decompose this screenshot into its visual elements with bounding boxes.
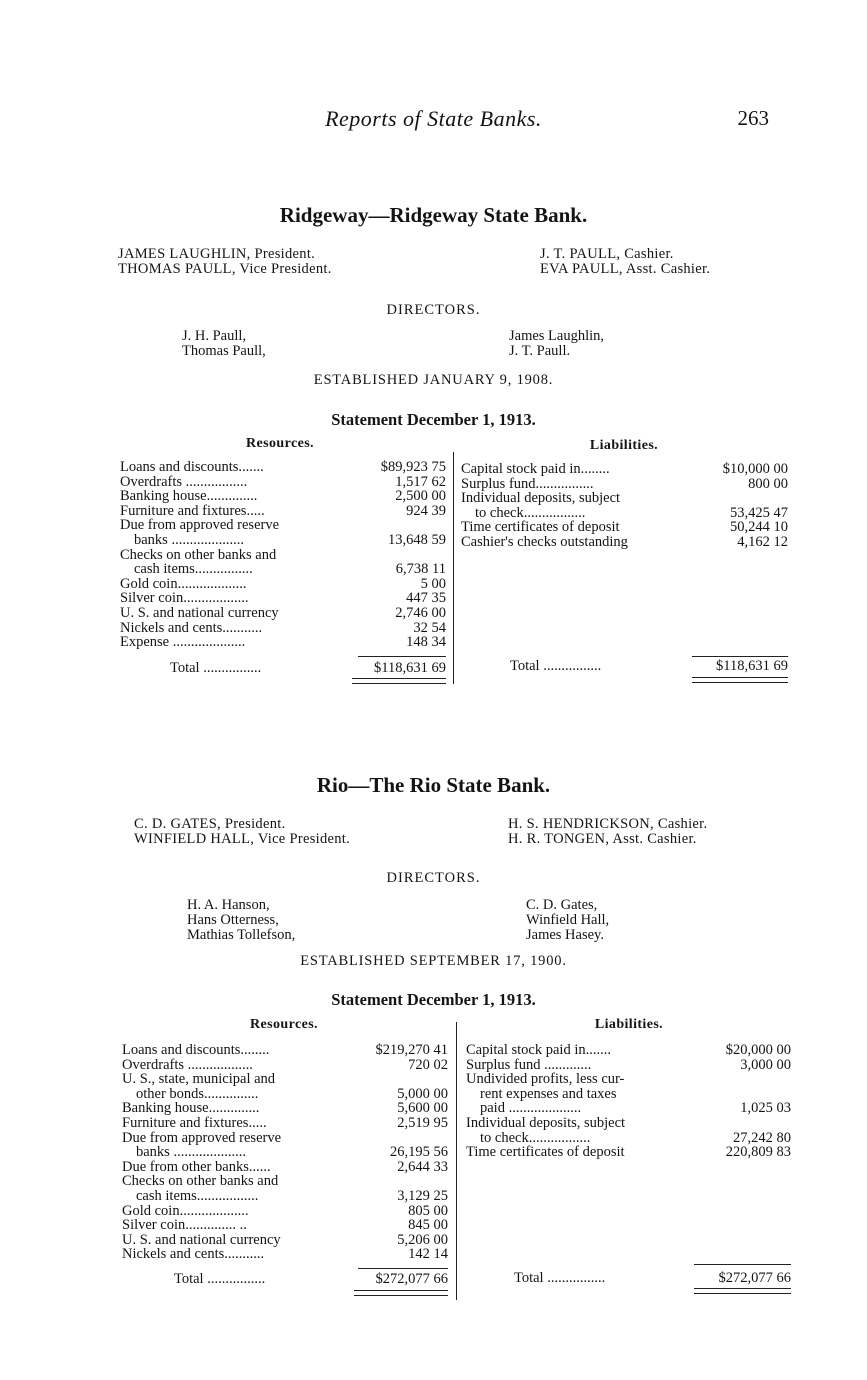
row-label: Loans and discounts........ (122, 1042, 270, 1058)
row-label: cash items................ (134, 561, 253, 578)
column-divider (456, 1022, 457, 1300)
officer-line: H. R. TONGEN, Asst. Cashier. (508, 831, 697, 847)
row-label: Gold coin................... (120, 575, 247, 592)
row-label: U. S., state, municipal and (122, 1071, 276, 1088)
ledger-row (122, 1101, 448, 1116)
director-name: Mathias Tollefson, (187, 927, 296, 943)
row-label: Cashier's checks outstanding (461, 533, 628, 550)
ledger-row (120, 518, 446, 533)
ledger-row (461, 462, 788, 477)
row-label: Nickels and cents........... (122, 1246, 265, 1263)
row-amount: 805 00 (408, 1202, 448, 1219)
ledger-row (120, 533, 446, 548)
ledger-row (461, 491, 788, 506)
officer-line: THOMAS PAULL, Vice President. (118, 261, 332, 277)
row-label: Gold coin................... (122, 1202, 249, 1219)
row-label: U. S. and national currency (122, 1231, 281, 1248)
row-label: U. S. and national currency (120, 604, 279, 621)
director-name: Hans Otterness, (187, 912, 279, 928)
row-label: Due from approved reserve (120, 517, 280, 534)
bank-title-ridgeway: Ridgeway—Ridgeway State Bank. (279, 203, 588, 227)
resources-list-rio (122, 1043, 448, 1262)
ledger-row (466, 1145, 791, 1160)
total-label: Total ................ (170, 660, 262, 676)
total-amount: $272,077 66 (375, 1271, 448, 1287)
ledger-row (120, 562, 446, 577)
officers-left-ridgeway (118, 247, 332, 277)
row-amount: $10,000 00 (722, 461, 788, 477)
ledger-row (122, 1072, 448, 1087)
director-name: H. A. Hanson, (187, 897, 270, 913)
row-label: Checks on other banks and (122, 1173, 279, 1190)
officers-right-ridgeway (540, 247, 710, 277)
ledger-row (466, 1043, 791, 1058)
row-label: Undivided profits, less cur- (466, 1071, 625, 1088)
resources-list-ridgeway (120, 460, 446, 650)
ledger-row (466, 1072, 791, 1087)
row-label: Individual deposits, subject (461, 490, 621, 507)
row-label: Overdrafts .................. (122, 1056, 253, 1073)
liabilities-list-ridgeway (461, 462, 788, 550)
ledger-row (120, 548, 446, 563)
ledger-row (120, 635, 446, 650)
row-label: Individual deposits, subject (466, 1114, 626, 1131)
subtotal-rule (358, 1268, 448, 1269)
page-number: 263 (737, 106, 769, 130)
row-label: Due from approved reserve (122, 1129, 282, 1146)
director-name: James Laughlin, (509, 328, 605, 344)
row-amount: 1,517 62 (395, 473, 446, 490)
row-label: Silver coin.............. .. (122, 1217, 247, 1234)
row-label: Surplus fund ............. (466, 1056, 592, 1073)
ledger-row (122, 1174, 448, 1189)
row-amount: 3,000 00 (740, 1056, 791, 1073)
ledger-row (120, 489, 446, 504)
liabilities-heading-rio: Liabilities. (594, 1017, 664, 1032)
row-label: cash items................. (136, 1187, 259, 1204)
statement-title-rio: Statement December 1, 1913. (331, 990, 536, 1009)
row-amount: 447 35 (406, 590, 446, 607)
established-rio: ESTABLISHED SEPTEMBER 17, 1900. (300, 953, 567, 969)
row-label: Loans and discounts....... (120, 459, 264, 475)
total-label: Total ................ (174, 1271, 266, 1287)
subtotal-rule (692, 656, 788, 657)
row-label: Expense .................... (120, 634, 246, 651)
statement-title-ridgeway: Statement December 1, 1913. (331, 410, 536, 429)
resources-heading-ridgeway: Resources. (246, 436, 314, 451)
officer-line: J. T. PAULL, Cashier. (540, 246, 674, 262)
officer-line: WINFIELD HALL, Vice President. (134, 831, 351, 847)
row-amount: 5,000 00 (397, 1085, 448, 1102)
officer-line: C. D. GATES, President. (134, 816, 286, 832)
director-name: J. T. Paull. (509, 343, 571, 359)
director-name: Thomas Paull, (182, 343, 266, 359)
liabilities-list-rio (466, 1043, 791, 1160)
ledger-row (120, 577, 446, 592)
row-amount: 1,025 03 (740, 1100, 791, 1117)
row-amount: 5 00 (420, 575, 446, 592)
resources-heading-rio: Resources. (250, 1017, 318, 1032)
row-label: Furniture and fixtures..... (122, 1114, 267, 1131)
total-double-rule (692, 677, 788, 683)
ledger-row (122, 1058, 448, 1073)
officer-line: EVA PAULL, Asst. Cashier. (540, 261, 711, 277)
director-name: Winfield Hall, (526, 912, 610, 928)
row-label: Due from other banks...... (122, 1158, 271, 1175)
row-label: Time certificates of deposit (461, 519, 620, 536)
row-amount: 2,746 00 (395, 604, 446, 621)
row-amount: 220,809 83 (725, 1144, 791, 1161)
ledger-row (120, 606, 446, 621)
row-label: Overdrafts ................. (120, 473, 248, 490)
row-amount: $89,923 75 (380, 459, 446, 475)
directors-heading-ridgeway: DIRECTORS. (386, 302, 481, 318)
ledger-row (466, 1116, 791, 1131)
total-double-rule (354, 1290, 448, 1296)
total-label: Total ................ (510, 658, 602, 674)
ledger-row (122, 1043, 448, 1058)
row-label: Banking house.............. (120, 488, 258, 505)
ledger-row (122, 1160, 448, 1175)
ledger-row (122, 1131, 448, 1146)
ledger-row (120, 460, 446, 475)
ledger-row (461, 506, 788, 521)
directors-heading-rio: DIRECTORS. (386, 870, 481, 886)
row-label: Checks on other banks and (120, 546, 277, 563)
row-amount: 845 00 (408, 1217, 448, 1234)
ledger-row (122, 1233, 448, 1248)
row-amount: 13,648 59 (388, 531, 446, 548)
row-amount: 26,195 56 (390, 1144, 448, 1161)
bank-title-rio: Rio—The Rio State Bank. (316, 773, 551, 797)
ledger-row (466, 1131, 791, 1146)
ledger-row (122, 1145, 448, 1160)
row-label: banks .................... (136, 1144, 246, 1161)
row-label: to check................. (475, 504, 586, 521)
row-label: Surplus fund................ (461, 475, 594, 492)
ledger-row (120, 475, 446, 490)
established-ridgeway: ESTABLISHED JANUARY 9, 1908. (313, 372, 554, 388)
row-label: other bonds............... (136, 1085, 259, 1102)
row-label: to check................. (480, 1129, 591, 1146)
total-amount: $272,077 66 (718, 1270, 791, 1286)
running-title: Reports of State Banks. (325, 106, 542, 131)
director-name: James Hasey. (526, 927, 604, 943)
ledger-row (122, 1189, 448, 1204)
total-double-rule (352, 678, 446, 684)
ledger-row (122, 1087, 448, 1102)
row-amount: 2,519 95 (397, 1114, 448, 1131)
row-label: paid .................... (480, 1100, 582, 1117)
row-amount: $219,270 41 (375, 1042, 448, 1058)
ledger-row (466, 1058, 791, 1073)
ledger-row (122, 1116, 448, 1131)
row-label: Furniture and fixtures..... (120, 502, 265, 519)
row-label: Capital stock paid in........ (461, 461, 610, 477)
row-amount: 27,242 80 (733, 1129, 791, 1146)
row-amount: 50,244 10 (730, 519, 788, 536)
ledger-row (120, 591, 446, 606)
total-label: Total ................ (514, 1270, 606, 1286)
officers-left-rio (134, 817, 350, 847)
row-label: Time certificates of deposit (466, 1144, 625, 1161)
officer-line: H. S. HENDRICKSON, Cashier. (508, 816, 708, 832)
row-amount: 4,162 12 (737, 533, 788, 550)
row-amount: 148 34 (406, 634, 446, 651)
row-label: banks .................... (134, 531, 244, 548)
row-amount: 142 14 (408, 1246, 448, 1263)
ledger-row (120, 621, 446, 636)
row-amount: 3,129 25 (397, 1187, 448, 1204)
subtotal-rule (694, 1264, 791, 1265)
column-divider (453, 452, 454, 684)
row-amount: 720 02 (408, 1056, 448, 1073)
ledger-row (466, 1087, 791, 1102)
running-head (0, 106, 867, 136)
row-amount: 800 00 (748, 475, 788, 492)
ledger-row (466, 1101, 791, 1116)
row-amount: 6,738 11 (395, 561, 446, 578)
directors-right-rio (526, 898, 609, 943)
ledger-row (122, 1218, 448, 1233)
row-label: Silver coin.................. (120, 590, 249, 607)
ledger-row (122, 1204, 448, 1219)
directors-right-ridgeway (509, 329, 604, 359)
total-amount: $118,631 69 (716, 658, 788, 674)
ledger-row (461, 477, 788, 492)
row-label: Nickels and cents........... (120, 619, 263, 636)
row-amount: $20,000 00 (725, 1042, 791, 1058)
row-label: Banking house.............. (122, 1100, 260, 1117)
subtotal-rule (358, 656, 446, 657)
directors-left-rio (187, 898, 295, 943)
row-amount: 5,600 00 (397, 1100, 448, 1117)
directors-left-ridgeway (182, 329, 266, 359)
row-amount: 2,500 00 (395, 488, 446, 505)
liabilities-heading-ridgeway: Liabilities. (589, 438, 659, 453)
officer-line: JAMES LAUGHLIN, President. (118, 246, 316, 262)
row-amount: 5,206 00 (397, 1231, 448, 1248)
row-amount: 2,644 33 (397, 1158, 448, 1175)
row-label: Capital stock paid in....... (466, 1042, 611, 1058)
row-label: rent expenses and taxes (480, 1085, 617, 1102)
row-amount: 924 39 (406, 502, 446, 519)
ledger-row (461, 520, 788, 535)
ledger-row (120, 504, 446, 519)
total-amount: $118,631 69 (374, 660, 446, 676)
row-amount: 32 54 (413, 619, 446, 636)
director-name: C. D. Gates, (526, 897, 598, 913)
row-amount: 53,425 47 (730, 504, 788, 521)
ledger-row (122, 1247, 448, 1262)
total-double-rule (694, 1288, 791, 1294)
director-name: J. H. Paull, (182, 328, 247, 344)
ledger-row (461, 535, 788, 550)
officers-right-rio (508, 817, 707, 847)
